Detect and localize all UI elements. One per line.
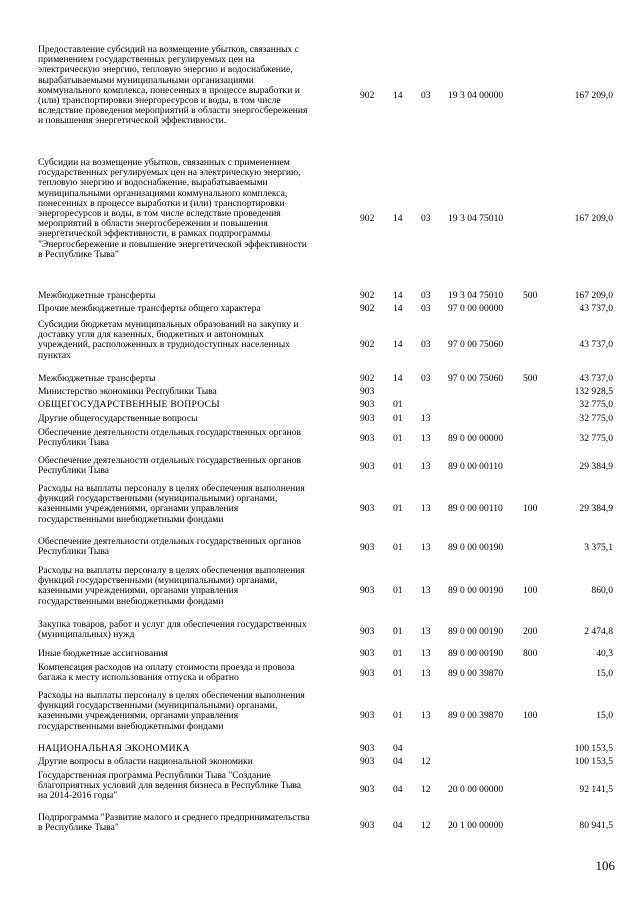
row-rz: 04 <box>393 784 403 795</box>
row-name: Расходы на выплаты персоналу в целях обеспечения выполнения функций государственными (муниципальными) органами, казенными учреждениями, органами управления государственными внебюджетными фондами <box>38 565 305 607</box>
row-csr: 20 1 00 00000 <box>448 820 504 831</box>
row-sum: 32 775,0 <box>579 433 613 444</box>
row-sum: 32 775,0 <box>579 399 613 410</box>
row-ved: 903 <box>360 648 375 659</box>
row-sum: 15,0 <box>596 710 613 721</box>
row-vr: 100 <box>523 710 538 721</box>
row-name: Расходы на выплаты персоналу в целях обеспечения выполнения функций государственными (муниципальными) органами, казенными учреждениями, органами управления государственными внебюджетными фондами <box>38 690 305 732</box>
row-name: Министерство экономики Республики Тыва <box>38 386 217 397</box>
row-rz: 14 <box>393 290 403 301</box>
row-ved: 903 <box>360 626 375 637</box>
row-ved: 903 <box>360 386 375 397</box>
row-rz: 01 <box>393 433 403 444</box>
row-pr: 12 <box>421 784 431 795</box>
row-rz: 01 <box>393 413 403 424</box>
row-sum: 40,3 <box>596 648 613 659</box>
row-pr: 03 <box>421 339 431 350</box>
row-rz: 14 <box>393 339 403 350</box>
row-rz: 01 <box>393 648 403 659</box>
row-name: Межбюджетные трансферты <box>38 290 156 301</box>
row-sum: 132 928,5 <box>574 386 613 397</box>
row-csr: 89 0 00 00110 <box>448 461 503 472</box>
row-csr: 89 0 00 00190 <box>448 648 504 659</box>
row-name: Другие общегосударственные вопросы <box>38 413 198 424</box>
row-rz: 04 <box>393 756 403 767</box>
row-csr: 19 3 04 00000 <box>448 90 504 101</box>
row-rz: 01 <box>393 542 403 553</box>
row-sum: 167 209,0 <box>574 90 613 101</box>
row-pr: 03 <box>421 213 431 224</box>
row-sum: 2 474,8 <box>584 626 613 637</box>
row-csr: 19 3 04 75010 <box>448 213 504 224</box>
row-name: Государственная программа Республики Тыва "Создание благоприятных условий для ведения бизнеса в Республике Тыва на 2014-2016 годы" <box>38 770 302 802</box>
row-rz: 01 <box>393 710 403 721</box>
row-ved: 902 <box>360 213 375 224</box>
row-vr: 100 <box>523 503 538 514</box>
row-pr: 12 <box>421 756 431 767</box>
row-rz: 14 <box>393 90 403 101</box>
row-vr: 100 <box>523 585 538 596</box>
row-ved: 903 <box>360 710 375 721</box>
row-sum: 860,0 <box>591 585 613 596</box>
row-ved: 903 <box>360 668 375 679</box>
row-name: Обеспечение деятельности отдельных государственных органов Республики Тыва <box>38 536 302 558</box>
row-ved: 903 <box>360 820 375 831</box>
row-ved: 903 <box>360 399 375 410</box>
row-pr: 12 <box>421 820 431 831</box>
row-name: Предоставление субсидий на возмещение убытков, связанных с применением государственных регулируемых цен на электрическую энергию, тепловую энергию и водоснабжение, вырабатываемыми муниципальными организациями коммунального комплекса, понесенных в процессе выработки и (или) транспортировки энергоресурсов и воды, в том числе вследствие проведения мероприятий в области энергосбережения и повышения энергетической эффективности. <box>38 44 308 127</box>
row-csr: 97 0 00 75060 <box>448 339 504 350</box>
row-sum: 29 384,9 <box>579 503 613 514</box>
row-csr: 89 0 00 00110 <box>448 503 503 514</box>
row-csr: 89 0 00 00000 <box>448 433 504 444</box>
row-rz: 14 <box>393 213 403 224</box>
row-name: Субсидии на возмещение убытков, связанных с применением государственных регулируемых цен на электрическую энергию, тепловую энергию и водоснабжение, вырабатываемыми муниципальными организациями коммунального комплекса, понесенных в процессе выработки и (или) транспортировки энергоресурсов и воды, в том числе вследствие проведения мероприятий в области энергосбережения и повышения энергетической эффективности, в рамках подпрограммы "Энергосбережение и повышение энергетической эффективности в Республике Тыва" <box>38 157 307 260</box>
row-ved: 903 <box>360 461 375 472</box>
row-ved: 903 <box>360 542 375 553</box>
row-sum: 92 141,5 <box>579 784 613 795</box>
row-sum: 15,0 <box>596 668 613 679</box>
row-sum: 80 941,5 <box>579 820 613 831</box>
row-name: Иные бюджетные ассигнования <box>38 648 168 659</box>
row-ved: 903 <box>360 743 375 754</box>
row-sum: 29 384,9 <box>579 461 613 472</box>
row-name: Расходы на выплаты персоналу в целях обеспечения выполнения функций государственными (муниципальными) органами, казенными учреждениями, органами управления государственными внебюджетными фондами <box>38 483 305 525</box>
row-ved: 903 <box>360 784 375 795</box>
row-ved: 903 <box>360 756 375 767</box>
row-ved: 902 <box>360 290 375 301</box>
row-csr: 20 0 00 00000 <box>448 784 504 795</box>
row-name: Компенсация расходов на оплату стоимости проезда и провоза багажа к месту использования отпуска и обратно <box>38 662 295 684</box>
row-name: Закупка товаров, работ и услуг для обеспечения государственных (муниципальных) нужд <box>38 619 307 641</box>
row-pr: 13 <box>421 413 431 424</box>
row-rz: 01 <box>393 461 403 472</box>
row-sum: 167 209,0 <box>574 290 613 301</box>
row-rz: 14 <box>393 373 403 384</box>
row-pr: 13 <box>421 585 431 596</box>
row-rz: 01 <box>393 626 403 637</box>
row-rz: 04 <box>393 820 403 831</box>
row-ved: 903 <box>360 585 375 596</box>
row-ved: 903 <box>360 503 375 514</box>
row-name: Субсидии бюджетам муниципальных образований на закупку и доставку угля для казенных, бюджетных и автономных учреждений, расположенных в труднодоступных населенных пунктах <box>38 319 299 361</box>
row-sum: 3 375,1 <box>584 542 613 553</box>
row-name: ОБЩЕГОСУДАРСТВЕННЫЕ ВОПРОСЫ <box>38 399 220 410</box>
row-csr: 89 0 00 00190 <box>448 542 504 553</box>
row-pr: 03 <box>421 90 431 101</box>
row-rz: 01 <box>393 585 403 596</box>
row-vr: 500 <box>523 290 538 301</box>
row-sum: 43 737,0 <box>579 303 613 314</box>
row-vr: 800 <box>523 648 538 659</box>
row-pr: 13 <box>421 461 431 472</box>
row-name: Межбюджетные трансферты <box>38 373 156 384</box>
row-ved: 902 <box>360 373 375 384</box>
row-sum: 43 737,0 <box>579 373 613 384</box>
row-csr: 89 0 00 39870 <box>448 710 504 721</box>
row-pr: 13 <box>421 433 431 444</box>
row-pr: 13 <box>421 710 431 721</box>
row-csr: 89 0 00 00190 <box>448 585 504 596</box>
row-sum: 167 209,0 <box>574 213 613 224</box>
row-rz: 04 <box>393 743 403 754</box>
row-vr: 200 <box>523 626 538 637</box>
page-number: 106 <box>595 858 615 873</box>
row-ved: 903 <box>360 433 375 444</box>
row-vr: 500 <box>523 373 538 384</box>
row-ved: 902 <box>360 339 375 350</box>
row-pr: 03 <box>421 373 431 384</box>
row-pr: 13 <box>421 626 431 637</box>
row-sum: 100 153,5 <box>574 756 613 767</box>
row-csr: 19 3 04 75010 <box>448 290 504 301</box>
row-csr: 97 0 00 75060 <box>448 373 504 384</box>
row-name: НАЦИОНАЛЬНАЯ ЭКОНОМИКА <box>38 743 190 754</box>
row-pr: 13 <box>421 668 431 679</box>
row-pr: 13 <box>421 503 431 514</box>
row-csr: 89 0 00 00190 <box>448 626 504 637</box>
row-name: Подпрограмма "Развитие малого и среднего предпринимательства в Республике Тыва" <box>38 812 310 834</box>
row-name: Прочие межбюджетные трансферты общего характера <box>38 303 261 314</box>
row-rz: 01 <box>393 399 403 410</box>
row-pr: 13 <box>421 648 431 659</box>
row-ved: 902 <box>360 303 375 314</box>
row-sum: 32 775,0 <box>579 413 613 424</box>
row-rz: 01 <box>393 668 403 679</box>
row-name: Обеспечение деятельности отдельных государственных органов Республики Тыва <box>38 455 302 477</box>
row-rz: 01 <box>393 503 403 514</box>
row-name: Другие вопросы в области национальной экономики <box>38 756 253 767</box>
row-pr: 13 <box>421 542 431 553</box>
row-sum: 43 737,0 <box>579 339 613 350</box>
row-rz: 14 <box>393 303 403 314</box>
row-ved: 902 <box>360 90 375 101</box>
row-name: Обеспечение деятельности отдельных государственных органов Республики Тыва <box>38 427 302 449</box>
row-sum: 100 153,5 <box>574 743 613 754</box>
row-pr: 03 <box>421 303 431 314</box>
row-csr: 89 0 00 39870 <box>448 668 504 679</box>
row-ved: 903 <box>360 413 375 424</box>
row-csr: 97 0 00 00000 <box>448 303 504 314</box>
row-pr: 03 <box>421 290 431 301</box>
